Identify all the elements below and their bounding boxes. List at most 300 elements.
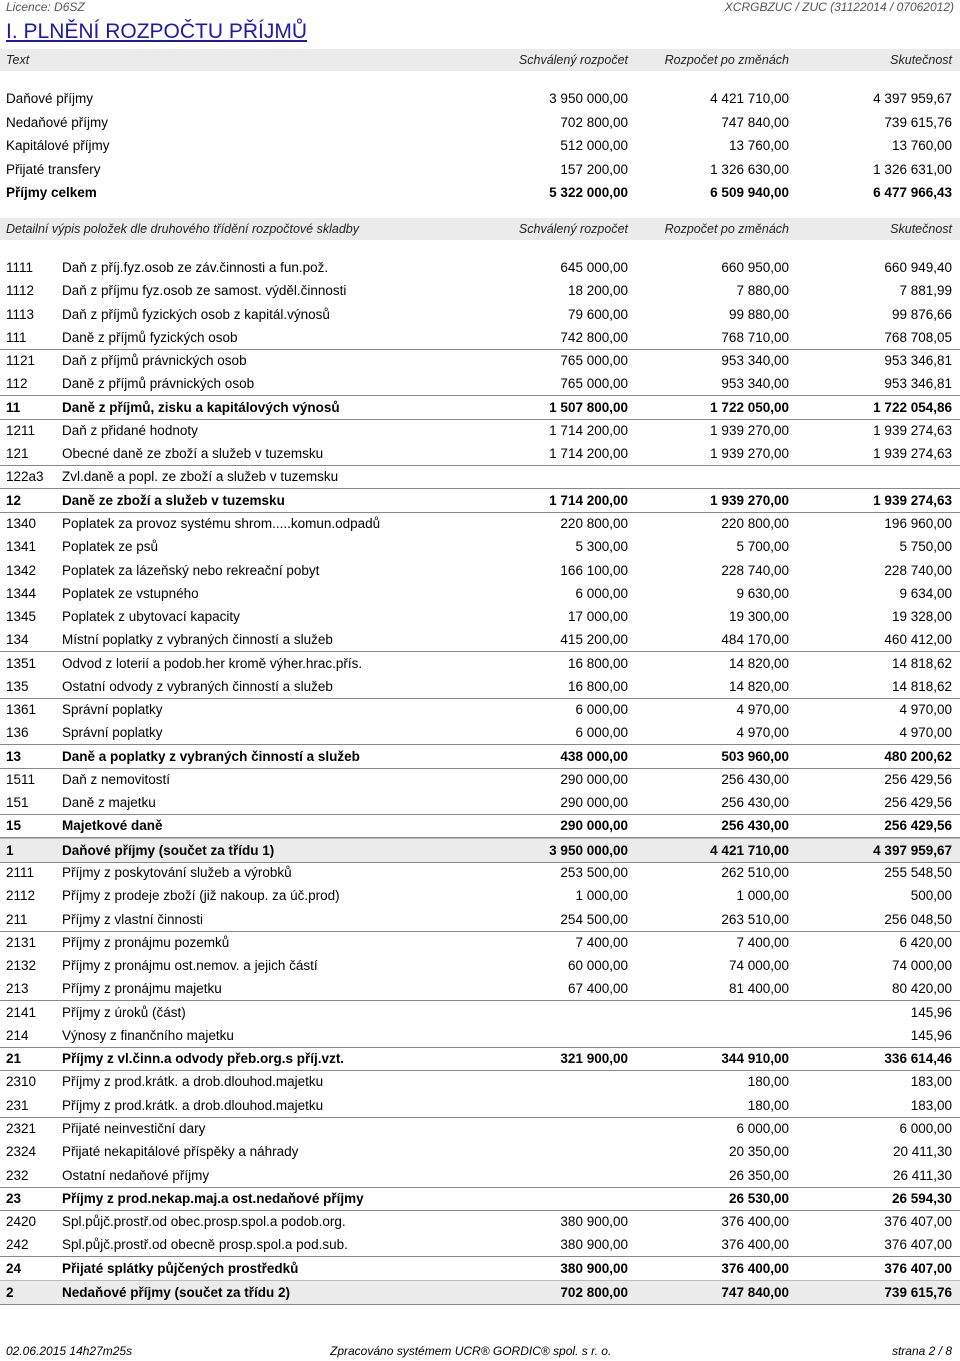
row-code: 1111 (6, 260, 34, 275)
table-row (0, 884, 960, 907)
table-row (0, 512, 960, 535)
row-actual: 74 000,00 (891, 958, 952, 974)
table-row (0, 675, 960, 699)
row-name: Výnosy z finančního majetku (62, 1027, 234, 1043)
row-actual: 460 412,00 (884, 632, 952, 648)
row-name: Daň z přidané hodnoty (62, 422, 198, 438)
row-name: Ostatní odvody z vybraných činností a služeb (62, 678, 333, 694)
row-name: Poplatek ze vstupného (62, 585, 199, 601)
summary-row (0, 158, 960, 181)
table-row (0, 1164, 960, 1188)
row-modified: 344 910,00 (721, 1051, 789, 1067)
summary-row-text: Příjmy celkem (6, 185, 97, 200)
row-code: 1344 (6, 585, 37, 601)
row-actual: 500,00 (910, 888, 952, 904)
page-footer (0, 1342, 960, 1360)
row-actual: 145,96 (910, 1004, 952, 1020)
detail-col-text: Detailní výpis položek dle druhového třídění rozpočtové skladby (6, 222, 359, 236)
row-actual: 1 939 274,63 (873, 446, 952, 462)
row-actual: 99 876,66 (891, 306, 952, 322)
row-code: 232 (6, 1167, 29, 1183)
row-approved: 3 950 000,00 (549, 842, 628, 858)
row-code: 1345 (6, 609, 37, 625)
table-row (0, 1094, 960, 1118)
row-approved: 1 714 200,00 (549, 422, 628, 438)
row-code: 1351 (6, 655, 37, 671)
row-code: 112 (6, 376, 28, 392)
row-approved: 18 200,00 (567, 283, 628, 299)
row-code: 213 (6, 981, 29, 997)
row-modified: 256 430,00 (721, 771, 789, 787)
row-actual: 768 708,05 (884, 329, 952, 345)
row-modified: 74 000,00 (728, 958, 789, 974)
row-code: 242 (6, 1237, 29, 1253)
row-actual: 19 328,00 (891, 609, 952, 625)
row-code: 2131 (6, 934, 37, 950)
row-code: 1113 (6, 306, 35, 322)
row-name: Daně a poplatky z vybraných činností a služeb (62, 748, 360, 764)
row-name: Příjmy z prodeje zboží (již nakoup. za úč.prod) (62, 888, 340, 904)
row-actual: 739 615,76 (884, 1284, 952, 1300)
row-modified: 180,00 (747, 1074, 789, 1090)
row-code: 13 (6, 748, 22, 764)
row-actual: 1 939 274,63 (873, 492, 952, 508)
row-name: Majetkové daně (62, 818, 163, 834)
licence-label: Licence: D6SZ (6, 0, 85, 14)
table-row (0, 1187, 960, 1211)
row-actual: 4 397 959,67 (873, 842, 952, 858)
row-approved: 6 000,00 (575, 702, 628, 718)
table-row (0, 303, 960, 326)
row-name: Příjmy z prod.krátk. a drob.dlouhod.majetku (62, 1074, 324, 1090)
row-name: Daň z příjmů právnických osob (62, 353, 247, 369)
row-code: 24 (6, 1260, 22, 1276)
row-name: Daň z příjmu fyz.osob ze samost. výděl.činnosti (62, 283, 347, 299)
row-code: 15 (6, 818, 22, 834)
row-approved: 290 000,00 (560, 771, 628, 787)
row-modified: 9 630,00 (736, 585, 789, 601)
detail-header (0, 218, 960, 240)
table-row (0, 1140, 960, 1163)
table-row (0, 559, 960, 582)
row-name: Příjmy z vl.činn.a odvody přeb.org.s příj.vzt. (62, 1051, 345, 1067)
row-approved: 16 800,00 (567, 655, 628, 671)
row-approved: 16 800,00 (567, 678, 628, 694)
page-title: I. PLNĚNÍ ROZPOČTU PŘÍJMŮ (6, 20, 308, 43)
summary-row-modified: 4 421 710,00 (710, 91, 789, 106)
table-row (0, 1210, 960, 1233)
footer-system: Zpracováno systémem UCR® GORDIC® spol. s r. o. (330, 1344, 612, 1358)
row-approved: 321 900,00 (560, 1051, 628, 1067)
row-approved: 5 300,00 (575, 539, 628, 555)
detail-col-approved: Schválený rozpočet (518, 222, 628, 236)
row-modified: 14 820,00 (728, 655, 789, 671)
row-code: 2141 (6, 1004, 37, 1020)
row-code: 1340 (6, 515, 37, 531)
row-actual: 7 881,99 (899, 283, 952, 299)
row-modified: 81 400,00 (728, 981, 789, 997)
row-approved: 702 800,00 (560, 1284, 628, 1300)
row-name: Odvod z loterií a podob.her kromě výher.hrac.přís. (62, 655, 363, 671)
row-code: 211 (6, 911, 28, 927)
row-modified: 228 740,00 (721, 562, 789, 578)
row-name: Obecné daně ze zboží a služeb v tuzemsku (62, 446, 324, 462)
summary-col-text: Text (6, 53, 30, 67)
table-row (0, 814, 960, 838)
row-actual: 20 411,30 (892, 1144, 952, 1160)
summary-row-approved: 157 200,00 (560, 161, 628, 177)
row-name: Správní poplatky (62, 725, 163, 741)
row-approved: 7 400,00 (575, 934, 628, 950)
row-name: Daně z majetku (62, 795, 156, 811)
row-modified: 484 170,00 (721, 632, 789, 648)
row-modified: 1 939 270,00 (710, 446, 789, 462)
table-row (0, 1024, 960, 1048)
row-modified: 256 430,00 (721, 795, 789, 811)
row-code: 12 (6, 492, 22, 508)
row-name: Zvl.daně a popl. ze zboží a služeb v tuzemsku (62, 469, 339, 485)
table-row (0, 535, 960, 558)
row-modified: 376 400,00 (721, 1214, 789, 1230)
row-modified: 5 700,00 (736, 539, 789, 555)
row-actual: 26 594,30 (891, 1190, 952, 1206)
row-approved: 742 800,00 (560, 329, 628, 345)
row-actual: 255 548,50 (884, 865, 952, 881)
row-code: 214 (6, 1027, 29, 1043)
table-row (0, 1070, 960, 1093)
row-actual: 183,00 (910, 1074, 952, 1090)
row-actual: 145,96 (910, 1027, 952, 1043)
detail-col-modified: Rozpočet po změnách (664, 222, 789, 236)
summary-row-actual: 1 326 631,00 (873, 161, 952, 177)
row-actual: 336 614,46 (884, 1051, 952, 1067)
row-actual: 4 970,00 (899, 702, 952, 718)
summary-col-actual: Skutečnost (890, 53, 952, 67)
row-name: Příjmy z poskytování služeb a výrobků (62, 865, 292, 881)
row-name: Příjmy z vlastní činnosti (62, 911, 204, 927)
row-name: Příjmy z pronájmu majetku (62, 981, 222, 997)
row-name: Daň z nemovitostí (62, 771, 171, 787)
row-actual: 196 960,00 (884, 515, 952, 531)
row-approved: 380 900,00 (560, 1214, 628, 1230)
row-approved: 60 000,00 (567, 958, 628, 974)
row-actual: 80 420,00 (891, 981, 952, 997)
row-name: Poplatek z ubytovací kapacity (62, 609, 240, 625)
table-row (0, 1117, 960, 1140)
row-code: 2111 (6, 865, 35, 881)
row-name: Daň z příj.fyz.osob ze záv.činnosti a fun.pož. (62, 260, 329, 275)
row-name: Místní poplatky z vybraných činností a služeb (62, 632, 333, 648)
row-name: Ostatní nedaňové příjmy (62, 1167, 210, 1183)
table-row (0, 279, 960, 302)
summary-row (0, 181, 960, 204)
row-actual: 26 411,30 (892, 1167, 952, 1183)
report-header (0, 0, 960, 14)
summary-row-text: Kapitálové příjmy (6, 138, 110, 153)
row-approved: 220 800,00 (560, 515, 628, 531)
row-approved: 765 000,00 (560, 353, 628, 369)
table-row (0, 605, 960, 628)
row-approved: 1 000,00 (575, 888, 628, 904)
row-actual: 9 634,00 (899, 585, 952, 601)
row-code: 11 (6, 399, 21, 415)
table-row (0, 838, 960, 863)
row-modified: 7 880,00 (736, 283, 789, 299)
row-code: 1511 (6, 771, 36, 787)
row-modified: 4 970,00 (736, 725, 789, 741)
row-name: Spl.půjč.prostř.od obec.prosp.spol.a podob.org. (62, 1214, 346, 1230)
row-modified: 4 421 710,00 (710, 842, 789, 858)
table-row (0, 745, 960, 769)
row-name: Příjmy z pronájmu ost.nemov. a jejich částí (62, 958, 318, 974)
row-name: Přijaté neinvestiční dary (62, 1120, 206, 1136)
table-row (0, 582, 960, 605)
row-code: 1361 (6, 702, 37, 718)
row-modified: 953 340,00 (721, 353, 789, 369)
row-actual: 256 048,50 (884, 911, 952, 927)
table-row (0, 1233, 960, 1257)
row-approved: 6 000,00 (575, 725, 628, 741)
row-code: 2321 (6, 1120, 37, 1136)
row-code: 134 (6, 632, 29, 648)
row-name: Nedaňové příjmy (součet za třídu 2) (62, 1284, 291, 1300)
row-approved: 166 100,00 (560, 562, 628, 578)
row-code: 2420 (6, 1214, 37, 1230)
table-row (0, 489, 960, 513)
row-approved: 17 000,00 (567, 609, 628, 625)
summary-header (0, 49, 960, 71)
row-name: Příjmy z prod.krátk. a drob.dlouhod.majetku (62, 1097, 324, 1113)
row-modified: 99 880,00 (728, 306, 789, 322)
summary-row (0, 111, 960, 134)
row-name: Poplatek za lázeňský nebo rekreační pobyt (62, 562, 320, 578)
row-modified: 1 939 270,00 (710, 492, 789, 508)
row-approved: 415 200,00 (560, 632, 628, 648)
table-row (0, 791, 960, 815)
table-row (0, 372, 960, 396)
row-modified: 1 000,00 (736, 888, 789, 904)
row-modified: 376 400,00 (721, 1237, 789, 1253)
report-id: XCRGBZUC / ZUC (31122014 / 07062012) (724, 0, 954, 14)
row-modified: 747 840,00 (721, 1284, 789, 1300)
row-approved: 6 000,00 (575, 585, 628, 601)
row-code: 151 (6, 795, 29, 811)
footer-page: strana 2 / 8 (891, 1344, 952, 1358)
table-row (0, 977, 960, 1001)
table-row (0, 256, 960, 279)
row-name: Poplatek ze psů (62, 539, 159, 555)
table-row (0, 465, 960, 489)
table-row (0, 349, 960, 372)
footer-datetime: 02.06.2015 14h27m25s (6, 1344, 133, 1358)
row-actual: 6 420,00 (899, 934, 952, 950)
row-modified: 768 710,00 (721, 329, 789, 345)
summary-row-text: Přijaté transfery (6, 161, 101, 177)
row-approved: 380 900,00 (560, 1260, 628, 1276)
row-name: Poplatek za provoz systému shrom.....komun.odpadů (62, 515, 381, 531)
row-modified: 953 340,00 (721, 376, 789, 392)
row-actual: 953 346,81 (884, 376, 952, 392)
row-modified: 262 510,00 (721, 865, 789, 881)
table-row (0, 628, 960, 652)
row-modified: 20 350,00 (728, 1144, 789, 1160)
row-approved: 290 000,00 (560, 795, 628, 811)
row-modified: 220 800,00 (721, 515, 789, 531)
row-name: Příjmy z prod.nekap.maj.a ost.nedaňové příjmy (62, 1190, 364, 1206)
row-actual: 5 750,00 (899, 539, 952, 555)
table-row (0, 954, 960, 977)
summary-row-modified: 747 840,00 (721, 114, 789, 130)
row-modified: 1 722 050,00 (710, 399, 789, 415)
row-name: Daně ze zboží a služeb v tuzemsku (62, 492, 285, 508)
row-code: 2 (6, 1284, 14, 1300)
row-modified: 376 400,00 (721, 1260, 789, 1276)
summary-row (0, 134, 960, 157)
row-name: Příjmy z úroků (část) (62, 1004, 186, 1020)
row-actual: 228 740,00 (884, 562, 952, 578)
table-row (0, 908, 960, 932)
row-code: 1112 (6, 283, 35, 299)
row-approved: 1 507 800,00 (549, 399, 628, 415)
table-row (0, 1001, 960, 1024)
summary-row-approved: 3 950 000,00 (549, 91, 628, 106)
summary-row-actual: 739 615,76 (884, 114, 952, 130)
table-row (0, 396, 960, 420)
row-actual: 4 970,00 (899, 725, 952, 741)
row-code: 2132 (6, 958, 37, 974)
row-modified: 503 960,00 (721, 748, 789, 764)
summary-row-approved: 702 800,00 (560, 114, 628, 130)
table-row (0, 419, 960, 442)
row-modified: 26 350,00 (728, 1167, 789, 1183)
row-code: 2310 (6, 1074, 37, 1090)
row-approved: 253 500,00 (560, 865, 628, 881)
table-row (0, 1047, 960, 1071)
row-name: Přijaté splátky půjčených prostředků (62, 1260, 299, 1276)
row-modified: 263 510,00 (721, 911, 789, 927)
summary-row-actual: 13 760,00 (891, 138, 952, 153)
row-actual: 6 000,00 (899, 1120, 952, 1136)
row-approved: 380 900,00 (560, 1237, 628, 1253)
row-name: Příjmy z pronájmu pozemků (62, 934, 230, 950)
row-approved: 1 714 200,00 (549, 446, 628, 462)
row-name: Přijaté nekapitálové příspěky a náhrady (62, 1144, 299, 1160)
row-name: Správní poplatky (62, 702, 163, 718)
row-actual: 14 818,62 (891, 678, 952, 694)
table-row (0, 442, 960, 466)
table-row (0, 1280, 960, 1305)
table-row (0, 931, 960, 954)
row-code: 231 (6, 1097, 29, 1113)
row-code: 1341 (6, 539, 37, 555)
row-code: 122a3 (6, 469, 44, 485)
row-modified: 180,00 (747, 1097, 789, 1113)
row-name: Daň z příjmů fyzických osob z kapitál.výnosů (62, 306, 330, 322)
table-row (0, 721, 960, 745)
detail-col-actual: Skutečnost (890, 222, 952, 236)
table-row (0, 652, 960, 675)
summary-col-modified: Rozpočet po změnách (664, 53, 789, 67)
row-code: 23 (6, 1190, 22, 1206)
row-code: 1 (6, 842, 14, 858)
row-modified: 1 939 270,00 (710, 422, 789, 438)
row-modified: 26 530,00 (728, 1190, 789, 1206)
row-approved: 254 500,00 (560, 911, 628, 927)
row-actual: 376 407,00 (884, 1214, 952, 1230)
summary-row-actual: 4 397 959,67 (873, 91, 952, 106)
row-actual: 183,00 (910, 1097, 952, 1113)
row-approved: 438 000,00 (560, 748, 628, 764)
row-code: 1342 (6, 562, 37, 578)
row-code: 135 (6, 678, 29, 694)
row-approved: 645 000,00 (560, 260, 628, 275)
summary-row-approved: 512 000,00 (560, 138, 628, 153)
row-code: 2112 (6, 888, 36, 904)
summary-col-approved: Schválený rozpočet (518, 53, 628, 67)
row-actual: 1 722 054,86 (873, 399, 952, 415)
summary-row-text: Daňové příjmy (6, 91, 94, 106)
row-modified: 14 820,00 (728, 678, 789, 694)
row-modified: 7 400,00 (736, 934, 789, 950)
row-name: Daňové příjmy (součet za třídu 1) (62, 842, 275, 858)
row-actual: 256 429,56 (884, 771, 952, 787)
row-approved: 67 400,00 (567, 981, 628, 997)
summary-row (0, 87, 960, 110)
row-modified: 6 000,00 (736, 1120, 789, 1136)
summary-row-approved: 5 322 000,00 (549, 185, 628, 200)
table-row (0, 326, 960, 350)
row-actual: 480 200,62 (884, 748, 952, 764)
row-actual: 256 429,56 (884, 795, 952, 811)
row-actual: 953 346,81 (884, 353, 952, 369)
row-approved: 290 000,00 (560, 818, 628, 834)
row-name: Daně z příjmů fyzických osob (62, 329, 238, 345)
row-approved: 765 000,00 (560, 376, 628, 392)
table-row (0, 1257, 960, 1281)
table-row (0, 861, 960, 884)
row-name: Spl.půjč.prostř.od obecně prosp.spol.a pod.sub. (62, 1237, 348, 1253)
row-code: 121 (6, 446, 29, 462)
row-name: Daně z příjmů, zisku a kapitálových výnosů (62, 399, 340, 415)
row-modified: 19 300,00 (728, 609, 789, 625)
row-actual: 376 407,00 (884, 1237, 952, 1253)
row-approved: 79 600,00 (567, 306, 628, 322)
summary-row-text: Nedaňové příjmy (6, 114, 109, 130)
summary-row-actual: 6 477 966,43 (873, 185, 952, 200)
row-modified: 4 970,00 (736, 702, 789, 718)
row-actual: 1 939 274,63 (873, 422, 952, 438)
summary-row-modified: 6 509 940,00 (710, 185, 789, 200)
summary-row-modified: 1 326 630,00 (710, 161, 789, 177)
row-code: 2324 (6, 1144, 37, 1160)
row-actual: 376 407,00 (884, 1260, 952, 1276)
summary-row-modified: 13 760,00 (728, 138, 789, 153)
row-code: 111 (6, 329, 27, 345)
row-code: 1121 (6, 353, 36, 369)
row-approved: 1 714 200,00 (549, 492, 628, 508)
row-modified: 256 430,00 (721, 818, 789, 834)
row-actual: 256 429,56 (884, 818, 952, 834)
row-code: 21 (6, 1051, 22, 1067)
row-actual: 14 818,62 (891, 655, 952, 671)
table-row (0, 768, 960, 791)
row-actual: 660 949,40 (884, 260, 952, 275)
row-modified: 660 950,00 (721, 260, 789, 275)
table-row (0, 698, 960, 721)
row-code: 1211 (6, 422, 36, 438)
row-name: Daně z příjmů právnických osob (62, 376, 255, 392)
row-code: 136 (6, 725, 29, 741)
